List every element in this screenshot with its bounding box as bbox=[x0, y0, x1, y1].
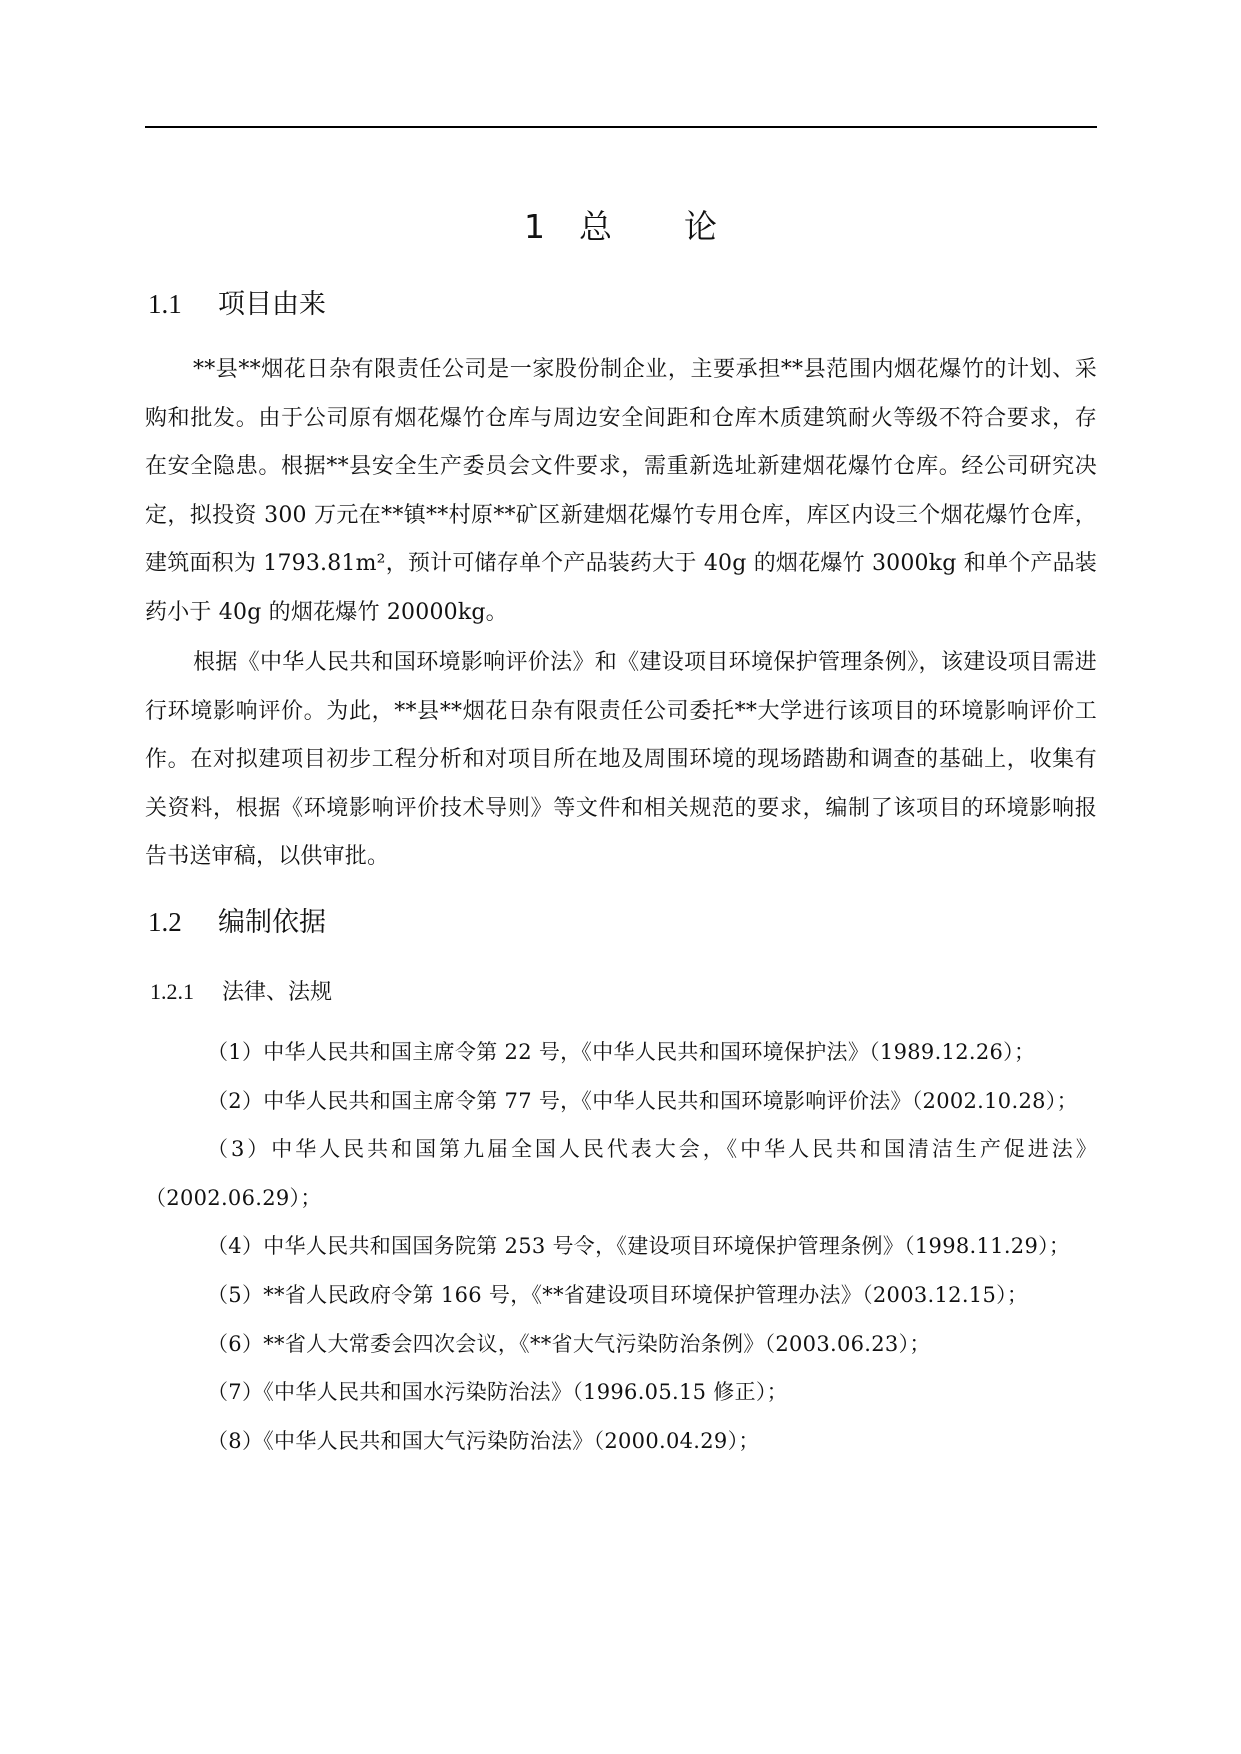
regulation-item: （5）**省人民政府令第 166 号，《**省建设项目环境保护管理办法》（2003.12.15）； bbox=[207, 1282, 1029, 1307]
subsection-title: 法律、法规 bbox=[222, 980, 333, 1005]
section-heading-1-1 bbox=[148, 284, 326, 325]
paragraph-eia-basis: 根据《中华人民共和国环境影响评价法》和《建设项目环境保护管理条例》，该建设项目需进行环境影响评价。为此，**县**烟花日杂有限责任公司委托**大学进行该项目的环境影响评价工作。在对拟建项目初步工程分析和对项目所在地及周围环境的现场踏勘和调查的基础上，收集有关资料，根据《环境影响评价技术导则》等文件和相关规范的要求，编制了该项目的环境影响报告书送审稿，以供审批。 bbox=[145, 650, 1097, 870]
regulation-item: （8）《中华人民共和国大气污染防治法》（2000.04.29）； bbox=[207, 1428, 760, 1453]
regulation-item: （7）《中华人民共和国水污染防治法》（1996.05.15 修正）； bbox=[207, 1380, 788, 1405]
regulation-item: （6）**省人大常委会四次会议，《**省大气污染防治条例》（2003.06.23）； bbox=[207, 1331, 931, 1356]
regulation-item: （2）中华人民共和国主席令第 77 号，《中华人民共和国环境影响评价法》（2002.10.28）； bbox=[207, 1088, 1078, 1113]
chapter-title bbox=[0, 203, 1241, 251]
section-title: 项目由来 bbox=[218, 289, 326, 320]
paragraph-project-origin: **县**烟花日杂有限责任公司是一家股份制企业，主要承担**县范围内烟花爆竹的计划、采购和批发。由于公司原有烟花爆竹仓库与周边安全间距和仓库木质建筑耐火等级不符合要求，存在安全隐患。根据**县安全生产委员会文件要求，需重新选址新建烟花爆竹仓库。经公司研究决定，拟投资 300 万元在**镇**村原**矿区新建烟花爆竹专用仓库，库区内设三个烟花爆竹仓库，建筑面积为 1793.81m²，预计可储存单个产品装药大于 40g 的烟花爆竹 3000kg 和单个产品装药小于 40g 的烟花爆竹 20000kg。 bbox=[145, 357, 1097, 625]
section-heading-1-2 bbox=[148, 902, 326, 943]
section-title: 编制依据 bbox=[218, 907, 326, 938]
chapter-title-char-1: 总 bbox=[579, 207, 612, 246]
header-rule bbox=[145, 126, 1097, 128]
subsection-heading-1-2-1 bbox=[150, 975, 332, 1010]
regulation-item: （3）中华人民共和国第九届全国人民代表大会，《中华人民共和国清洁生产促进法》（2002.06.29）； bbox=[145, 1137, 1097, 1210]
chapter-title-char-2: 论 bbox=[684, 207, 717, 246]
subsection-number: 1.2.1 bbox=[150, 979, 194, 1004]
section-number: 1.1 bbox=[148, 289, 182, 319]
regulation-item: （4）中华人民共和国国务院第 253 号令，《建设项目环境保护管理条例》（1998.11.29）； bbox=[207, 1234, 1071, 1259]
section-number: 1.2 bbox=[148, 907, 182, 937]
regulation-list bbox=[145, 1028, 1097, 1465]
chapter-number: 1 bbox=[524, 207, 545, 246]
regulation-item: （1）中华人民共和国主席令第 22 号，《中华人民共和国环境保护法》（1989.12.26）； bbox=[207, 1040, 1036, 1064]
